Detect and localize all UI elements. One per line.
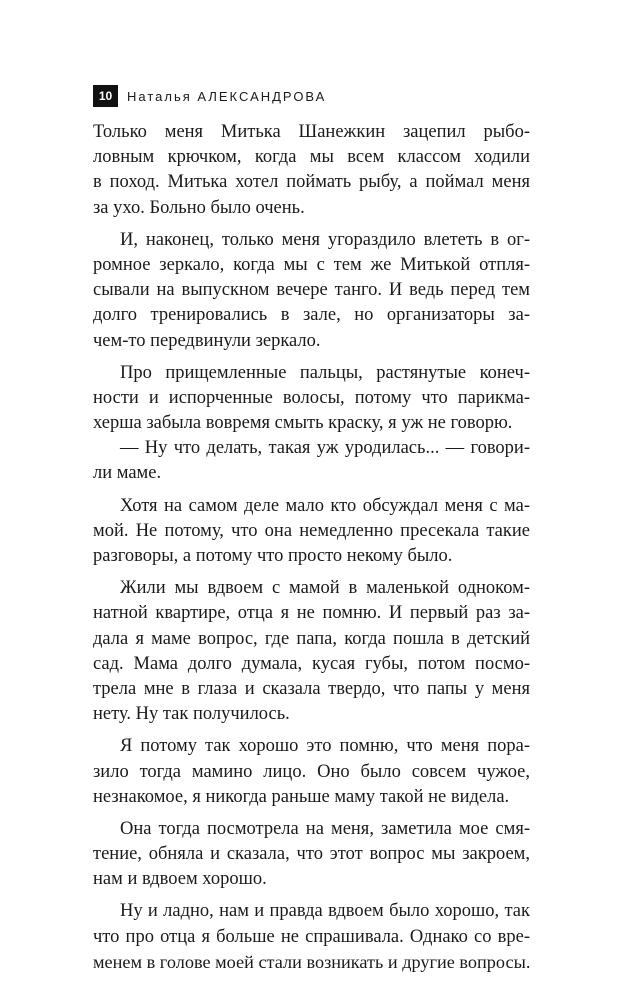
text-line: менем в голове моей стали возникать и другие вопросы. (93, 951, 531, 972)
text-line: натной квартире, отца я не помню. И первый раз за- (93, 603, 530, 624)
page-header (93, 84, 326, 108)
text-line: нам и вдвоем хорошо. (93, 869, 267, 890)
text-line: трела мне в глаза и сказала твердо, что папы у меня (93, 678, 530, 699)
running-head: Наталья АЛЕКСАНДРОВА (127, 88, 327, 104)
text-line: за ухо. Больно было очень. (93, 197, 305, 218)
page-number: 10 (93, 85, 118, 107)
text-line: дала я маме вопрос, где папа, когда пошла в детский (93, 628, 530, 649)
text-line: в поход. Митька хотел поймать рыбу, а поймал меня (93, 172, 530, 193)
text-line: сывали на выпускном вечере танго. И ведь перед тем (93, 280, 530, 301)
text-line: мой. Не потому, что она немедленно пресекала такие (93, 520, 530, 541)
text-line: Хотя на самом деле мало кто обсуждал меня с ма- (120, 495, 530, 516)
text-line: незнакомое, я никогда раньше маму такой не видела. (93, 786, 510, 807)
text-line: ловным крючком, когда мы всем классом ходили (93, 147, 530, 168)
text-line: нету. Ну так получилось. (93, 704, 290, 725)
text-line: Про прищемленные пальцы, растянутые конеч- (120, 362, 530, 383)
text-line: долго тренировались в зале, но организаторы за- (93, 305, 530, 326)
text-line: Только меня Митька Шанежкин зацепил рыбо- (93, 122, 530, 142)
text-line: сад. Мама долго думала, кусая губы, потом посмо- (93, 653, 530, 674)
text-line: тение, обняла и сказала, что этот вопрос мы закроем, (93, 844, 530, 865)
text-line: зило тогда мамино лицо. Оно было совсем чужое, (93, 761, 530, 782)
text-line: что про отца я больше не спрашивала. Однако со вре- (93, 926, 530, 947)
body-text (93, 120, 530, 975)
text-line: Она тогда посмотрела на меня, заметила мое смя- (120, 818, 530, 839)
text-line: И, наконец, только меня угораздило влететь в ог- (120, 229, 530, 250)
text-line: чем-то передвинули зеркало. (93, 330, 321, 351)
text-line: ромное зеркало, когда мы с тем же Митькой отпля- (93, 254, 530, 275)
text-line: ли маме. (93, 463, 162, 484)
text-line: херша забыла вовремя смыть краску, я уж не говорю. (93, 413, 513, 434)
text-line: Я потому так хорошо это помню, что меня пора- (120, 736, 530, 757)
text-line: Жили мы вдвоем с мамой в маленькой одноком- (120, 578, 530, 599)
text-line: Ну и ладно, нам и правда вдвоем было хорошо, так (120, 901, 530, 922)
text-line: разговоры, а потому что просто некому было. (93, 546, 453, 566)
text-line: — Ну что делать, такая уж уродилась... — говори- (120, 438, 530, 459)
text-line: ности и испорченные волосы, потому что парикма- (93, 387, 530, 408)
